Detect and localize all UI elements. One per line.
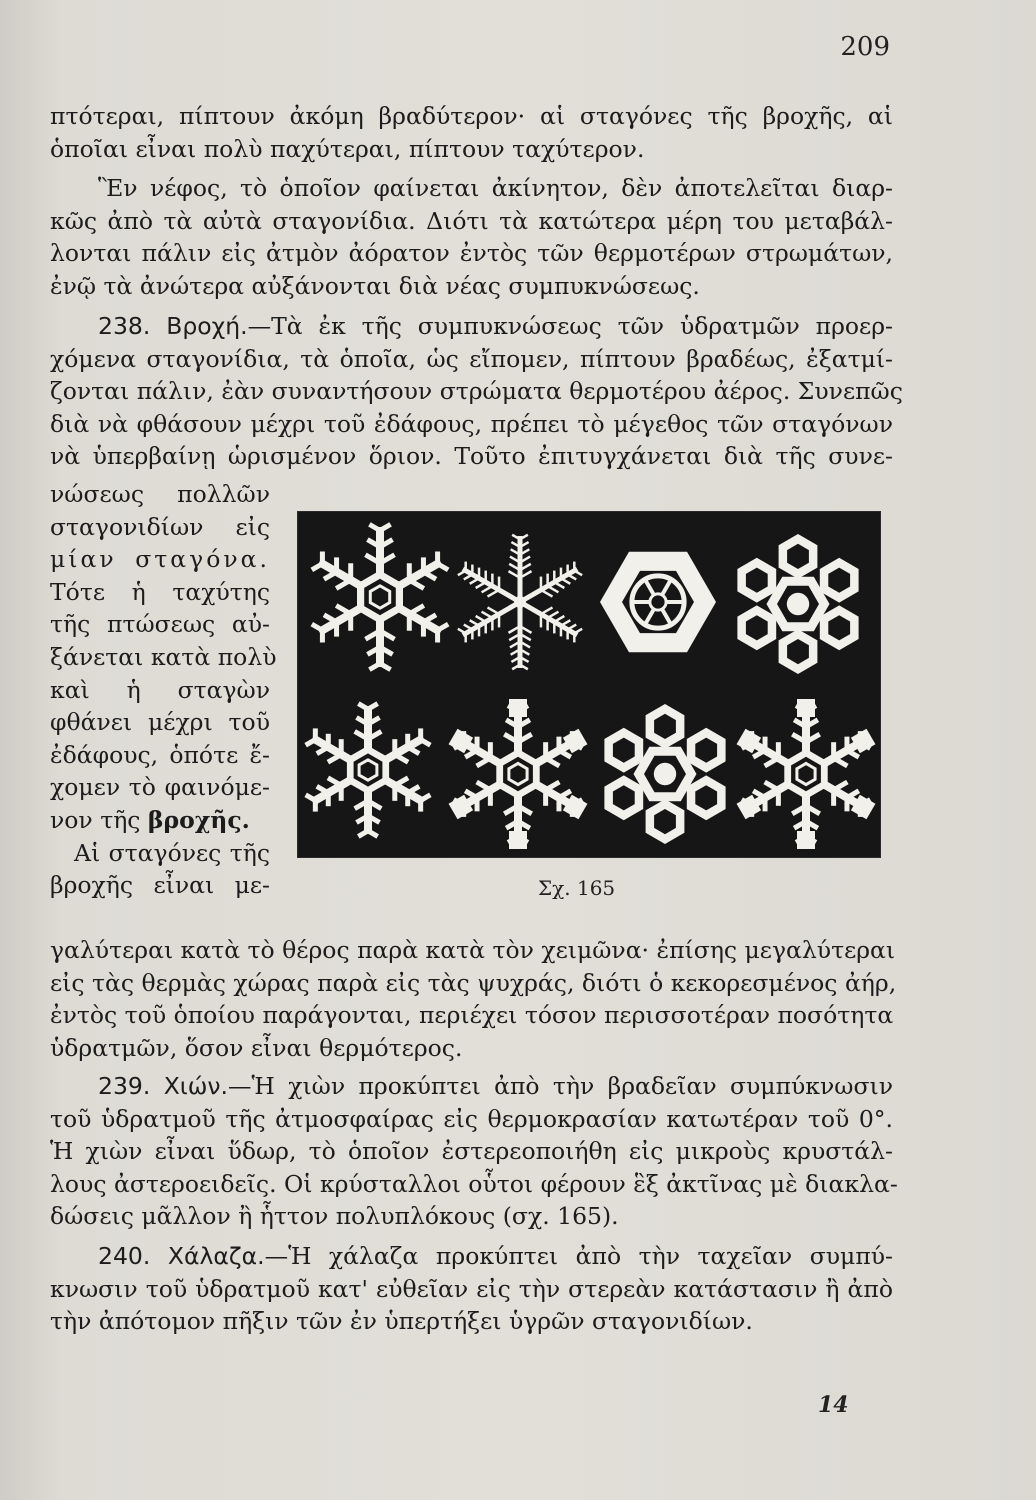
text-line: χομεν τὸ φαινόμε-	[50, 773, 270, 802]
text-line: λους ἀστεροειδεῖς. Οἱ κρύσταλλοι οὗτοι φέρουν ἓξ ἀκτῖνας μὲ διακλα-	[50, 1169, 898, 1198]
text-line: κῶς ἀπὸ τὰ αὐτὰ σταγονίδια. Διότι τὰ κατώτερα μέρη του μεταβάλ-	[50, 206, 893, 235]
page-number: 209	[840, 32, 890, 62]
section-heading: Χιών.	[163, 1072, 229, 1100]
section-heading-line	[50, 1070, 893, 1103]
section-239-snow	[50, 1070, 898, 1233]
section-240-hail	[50, 1240, 893, 1338]
bold-term: βροχῆς.	[147, 805, 250, 834]
section-heading: Χάλαζα.	[167, 1242, 265, 1270]
text-line: ἐντὸς τοῦ ὁποίου παράγονται, περιέχει τόσον περισσοτέραν ποσότητα	[50, 1001, 894, 1030]
text-run: —Ἡ χιὼν προκύπτει ἀπὸ τὴν βραδεῖαν συμπύκνωσιν	[228, 1072, 893, 1100]
snowflake-icon	[458, 535, 582, 669]
text-line: σταγονιδίων εἰς	[50, 512, 270, 541]
text-line: κνωσιν τοῦ ὑδρατμοῦ κατ' εὐθεῖαν εἰς τὴν στερεὰν κατάστασιν ἢ ἀπὸ	[50, 1274, 893, 1303]
snowflake-icon	[449, 699, 588, 849]
paragraph-drops	[50, 100, 893, 165]
figure-caption: Σχ. 165	[538, 876, 616, 900]
text-line: νὰ ὑπερβαίνῃ ὡρισμένον ὅριον. Τοῦτο ἐπιτυγχάνεται διὰ τῆς συνε-	[50, 442, 893, 471]
text-line: φθάνει μέχρι τοῦ	[50, 708, 270, 737]
section-heading: Βροχή.	[166, 312, 248, 340]
text-line: ἐδάφους, ὁπότε ἔ-	[50, 740, 270, 769]
section-number: 239.	[98, 1072, 151, 1100]
text-line	[50, 804, 270, 837]
paragraph-cloud	[50, 172, 893, 302]
section-number: 238.	[98, 312, 151, 340]
text-line: ὁποῖαι εἶναι πολὺ παχύτεραι, πίπτουν ταχύτερον.	[50, 134, 645, 163]
text-line: Τότε ἡ ταχύτης	[50, 577, 270, 606]
snowflake-icon	[312, 524, 448, 669]
text-line: ξάνεται κατὰ πολὺ	[50, 642, 277, 671]
signature-mark: 14	[818, 1392, 849, 1418]
text-line: τοῦ ὑδρατμοῦ τῆς ἀτμοσφαίρας εἰς θερμοκρασίαν κατωτέραν τοῦ 0°.	[50, 1104, 893, 1133]
text-run: νον τῆς	[50, 805, 148, 834]
text-line: δώσεις μᾶλλον ἢ ἧττον πολυπλόκους (σχ. 165).	[50, 1202, 619, 1231]
text-line: πτότεραι, πίπτουν ἀκόμη βραδύτερον· αἱ σταγόνες τῆς βροχῆς, αἱ	[50, 102, 893, 130]
text-run: —Ἡ χάλαζα προκύπτει ἀπὸ τὴν ταχεῖαν συμπύ-	[264, 1242, 893, 1270]
text-line: διὰ νὰ φθάσουν μέχρι τοῦ ἐδάφους, πρέπει τὸ μέγεθος τῶν σταγόνων	[50, 409, 893, 438]
text-line: χόμενα σταγονίδια, τὰ ὁποῖα, ὡς εἴπομεν, πίπτουν βραδέως, ἐξατμί-	[50, 344, 893, 373]
narrow-column	[50, 478, 277, 902]
text-line: ὑδρατμῶν, ὅσον εἶναι θερμότερος.	[50, 1033, 463, 1062]
text-run: —Τὰ ἐκ τῆς συμπυκνώσεως τῶν ὑδρατμῶν προερ-	[247, 312, 893, 340]
snowflake-crystals-illustration	[298, 512, 880, 857]
section-heading-line	[50, 310, 893, 343]
section-heading-line	[50, 1240, 893, 1273]
text-line: Ἓν νέφος, τὸ ὁποῖον φαίνεται ἀκίνητον, δὲν ἀποτελεῖται διαρ-	[98, 174, 893, 202]
snowflake-icon	[737, 699, 876, 849]
text-line: εἰς τὰς θερμὰς χώρας παρὰ εἰς τὰς ψυχράς, διότι ὁ κεκορεσμένος ἀήρ,	[50, 968, 897, 997]
text-line: ἐνῷ τὰ ἀνώτερα αὐξάνονται διὰ νέας συμπυκνώσεως.	[50, 271, 700, 300]
snowflake-icon	[604, 704, 725, 844]
snowflake-icon	[600, 552, 716, 652]
section-238-rain	[50, 310, 903, 473]
text-line: Ἡ χιὼν εἶναι ὕδωρ, τὸ ὁποῖον ἐστερεοποιήθη εἰς μικροὺς κρυστάλ-	[50, 1137, 893, 1166]
text-line: τὴν ἀπότομον πῆξιν τῶν ἐν ὑπερτήξει ὑγρῶν σταγονιδίων.	[50, 1307, 753, 1336]
text-line: καὶ ἡ σταγὼν	[50, 675, 270, 704]
text-line: ζονται πάλιν, ἐὰν συναντήσουν στρώματα θερμοτέρου ἀέρος. Συνεπῶς	[50, 377, 903, 406]
text-line: μίαν σταγόνα.	[50, 545, 270, 574]
text-line: γαλύτεραι κατὰ τὸ θέρος παρὰ κατὰ τὸν χειμῶνα· ἐπίσης μεγαλύτεραι	[50, 936, 896, 964]
text-line: Αἱ σταγόνες τῆς	[74, 838, 270, 867]
text-line: λονται πάλιν εἰς ἀτμὸν ἀόρατον ἐντὸς τῶν θερμοτέρων στρωμάτων,	[50, 239, 893, 268]
text-line: τῆς πτώσεως αὐ-	[50, 610, 270, 639]
snowflake-icon	[306, 704, 431, 837]
text-line: νώσεως πολλῶν	[50, 480, 270, 508]
section-number: 240.	[98, 1242, 151, 1270]
snowflake-figure	[298, 512, 880, 857]
paragraph-drop-size	[50, 934, 897, 1064]
text-line: βροχῆς εἶναι με-	[50, 871, 270, 900]
snowflake-icon	[737, 534, 858, 674]
